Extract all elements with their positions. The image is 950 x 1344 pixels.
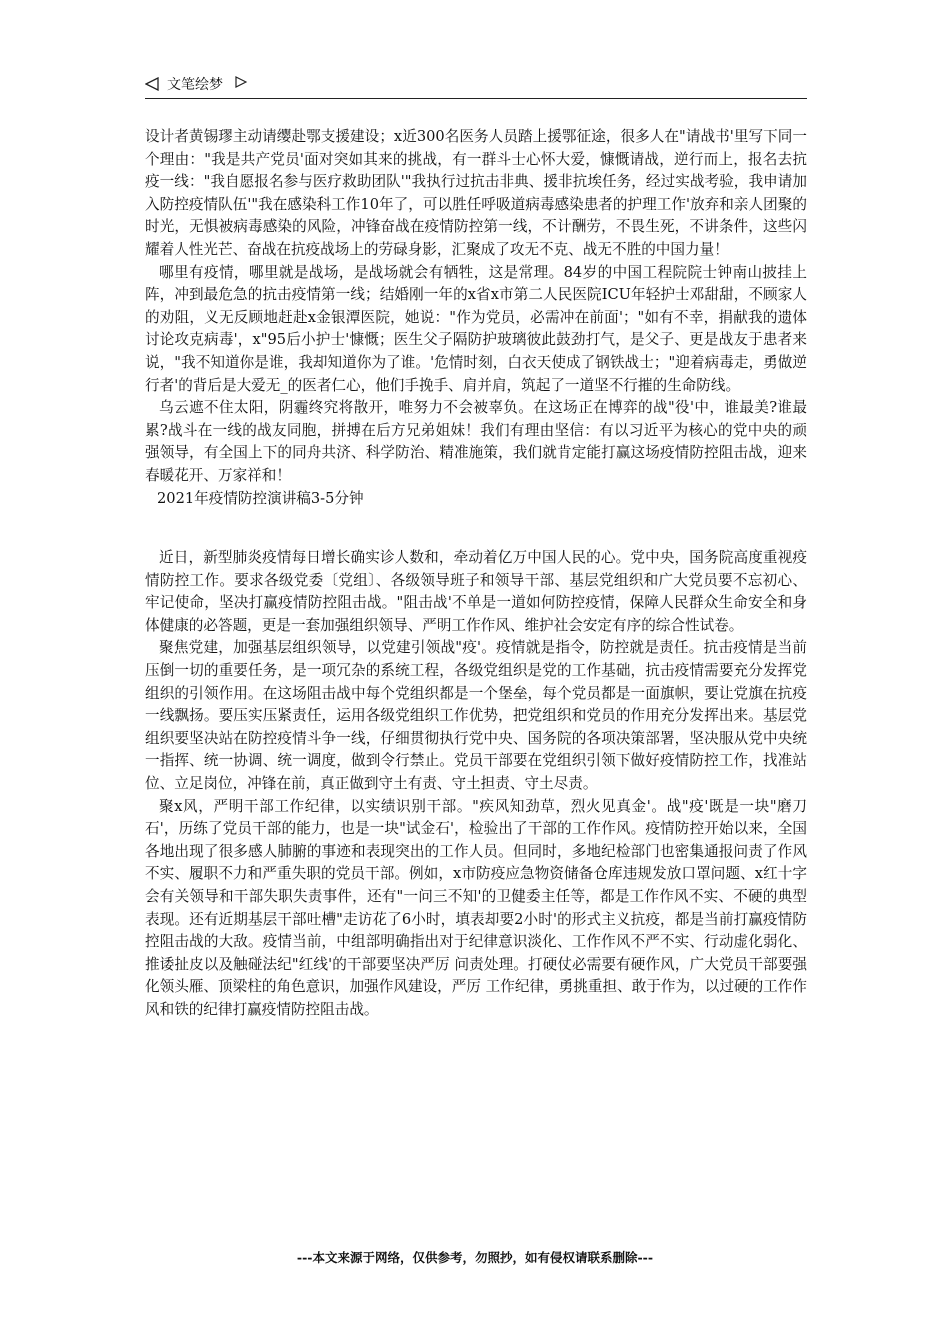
paragraph: 哪里有疫情，哪里就是战场，是战场就会有牺牲，这是常理。84岁的中国工程院院士钟南山披挂上阵，冲到最危急的抗击疫情第一线；结婚刚一年的x省x市第二人民医院ICU年轻护士邓甜甜，不顾家人的劝阻，义无反顾地赶赴x金银潭医院，她说："作为党员，必需冲在前面'；"如有不幸，捐献我的遗体讨论攻克病毒'，x"95后小护士'慷慨；医生父子隔防护玻璃彼此鼓劲打气，是父子、更是战友于患者来说，"我不知道你是谁，我却知道你为了谁。'危情时刻，白衣天使成了钢铁战士；"迎着病毒走，勇做逆行者'的背后是大爱无_的医者仁心，他们手挽手、肩并肩，筑起了一道坚不行摧的生命防线。: [145, 263, 807, 394]
footer-disclaimer: ---本文来源于网络，仅供参考，勿照抄，如有侵权请联系删除---: [296, 1250, 654, 1265]
document-body: [145, 126, 807, 1022]
paragraph: 聚焦党建，加强基层组织领导，以党建引领战"疫'。疫情就是指令，防控就是责任。抗击疫情是当前压倒一切的重要任务，是一项冗杂的系统工程，各级党组织是党的工作基础，抗击疫情需要充分发挥党组织的引领作用。在这场阻击战中每个党组织都是一个堡垒，每个党员都是一面旗帜，要让党旗在抗疫一线飘扬。要压实压紧责任，运用各级党组织工作优势，把党组织和党员的作用充分发挥出来。基层党组织要坚决站在防控疫情斗争一线，仔细贯彻执行党中央、国务院的各项决策部署，坚决服从党中央统一指挥、统一协调、统一调度，做到令行禁止。党员干部要在党组织引领下做好疫情防控工作，找准站位、立足岗位，冲锋在前，真正做到守土有责、守土担责、守土尽责。: [145, 639, 807, 793]
paragraph: 设计者黄锡璆主动请缨赴鄂支援建设；x近300名医务人员踏上援鄂征途，很多人在"请战书'里写下同一个理由："我是共产党员'面对突如其来的挑战，有一群斗士心怀大爱，慷慨请战，逆行而上，报名去抗疫一线："我自愿报名参与医疗救助团队'"我执行过抗击非典、援非抗埃任务，经过实战考验，我申请加入防控疫情队伍'"我在感染科工作10年了，可以胜任呼吸道病毒感染患者的护理工作'放弃和亲人团聚的时光，无惧被病毒感染的风险，冲锋奋战在疫情防控第一线，不计酬劳，不畏生死，不讲条件，这些闪耀着人性光芒、奋战在抗疫战场上的劳碌身影，汇聚成了攻无不克、战无不胜的中国力量！: [145, 128, 807, 258]
header-brand: 文笔绘梦: [167, 77, 223, 93]
section-title: 2021年疫情防控演讲稿3-5分钟: [157, 489, 364, 507]
paragraph: 乌云遮不住太阳，阴霾终究将散开，唯努力不会被辜负。在这场正在博弈的战"役'中，谁最美?谁最累?战斗在一线的战友同胞，拼搏在后方兄弟姐妹！我们有理由坚信：有以习近平为核心的党中央的顽强领导，有全国上下的同舟共济、科学防治、精准施策，我们就肯定能打赢这场疫情防控阻击战，迎来春暖花开、万家祥和！: [145, 399, 807, 484]
triangle-right-icon: [235, 76, 247, 88]
triangle-left-icon: [145, 77, 159, 91]
page-header: [145, 72, 807, 99]
paragraph: 近日，新型肺炎疫情每日增长确实诊人数和，牵动着亿万中国人民的心。党中央，国务院高度重视疫情防控工作。要求各级党委〔党组〕、各级领导班子和领导干部、基层党组织和广大党员要不忘初心、牢记使命，坚决打赢疫情防控阻击战。"阻击战'不单是一道如何防控疫情，保障人民群众生命安全和身体健康的必答题，更是一套加强组织领导、严明工作作风、维护社会安定有序的综合性试卷。: [145, 549, 807, 634]
blank-line: [145, 510, 807, 547]
paragraph: 聚x风，严明干部工作纪律，以实绩识别干部。"疾风知劲草，烈火见真金'。战"疫'既是一块"磨刀石'，历练了党员干部的能力，也是一块"试金石'，检验出了干部的工作作风。疫情防控开始以来，全国各地出现了很多感人肺腑的事迹和表现突出的工作人员。但同时，多地纪检部门也密集通报问责了作风不实、履职不力和严重失职的党员干部。例如，x市防疫应急物资储备仓库违规发放口罩问题、x红十字会有关领导和干部失职失责事件，还有"一问三不知'的卫健委主任等，都是工作作风不实、不硬的典型表现。还有近期基层干部吐槽"走访花了6小时，填表却要2小时'的形式主义抗疫，都是当前打赢疫情防控阻击战的大敌。疫情当前，中组部明确指出对于纪律意识淡化、工作作风不严不实、行动虚化弱化、推诿扯皮以及触碰法纪"红线'的干部要坚决严厉 问责处理。打硬仗必需要有硬作风，广大党员干部要强化领头雁、顶梁柱的角色意识，加强作风建设，严厉 工作纪律，勇挑重担、敢于作为，以过硬的工作作风和铁的纪律打赢疫情防控阻击战。: [145, 797, 807, 1018]
